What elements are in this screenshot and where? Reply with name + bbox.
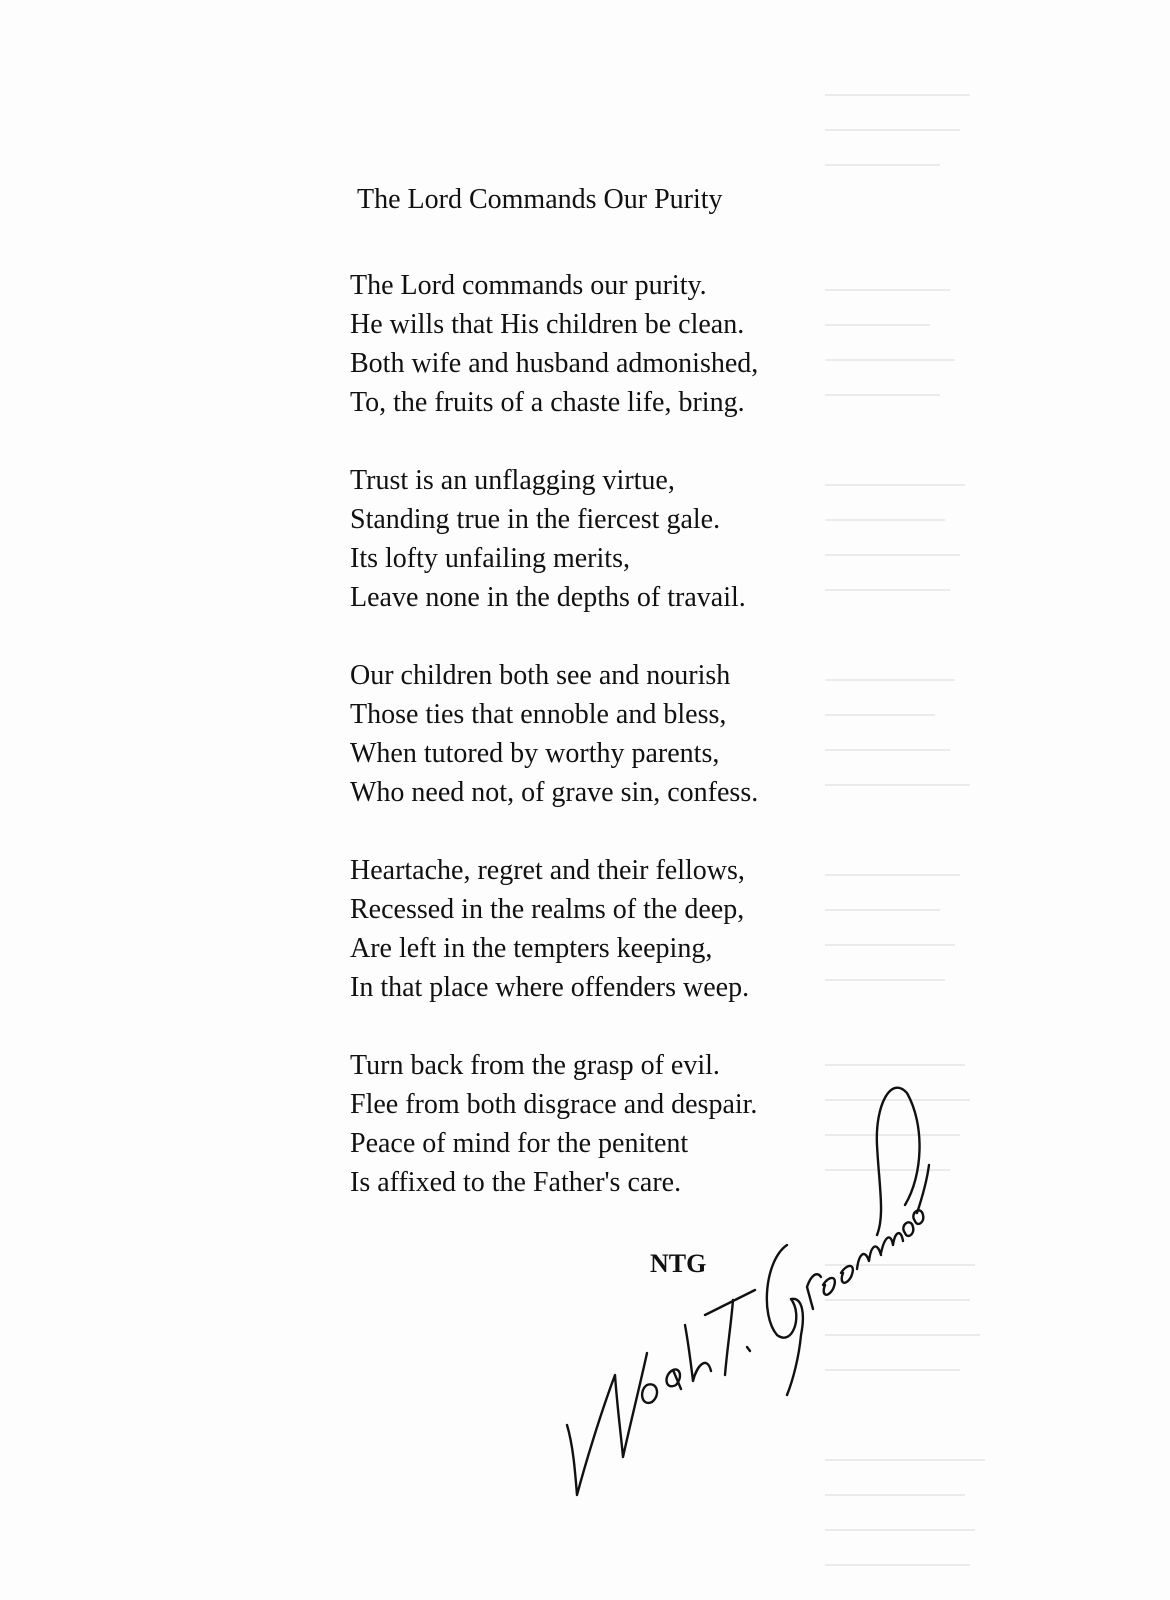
stanza [350, 266, 758, 422]
handwritten-signature [555, 1085, 935, 1515]
poem-line: Who need not, of grave sin, confess. [350, 777, 759, 808]
author-initials: NTG [650, 1249, 707, 1278]
poem-line: The Lord commands our purity. [350, 270, 707, 301]
poem-line: Both wife and husband admonished, [350, 348, 759, 379]
poem-line: Is affixed to the Father's care. [350, 1167, 682, 1198]
stanza [350, 851, 758, 1007]
poem-line: Turn back from the grasp of evil. [350, 1050, 720, 1081]
poem-line: Standing true in the fiercest gale. [350, 504, 721, 535]
poem-line: Trust is an unflagging virtue, [350, 465, 675, 496]
poem-line: He wills that His children be clean. [350, 309, 745, 340]
poem-title: The Lord Commands Our Purity [357, 184, 723, 215]
stanza [350, 656, 758, 812]
stanza [350, 461, 758, 617]
poem-line: Are left in the tempters keeping, [350, 933, 713, 964]
poem-line: Leave none in the depths of travail. [350, 582, 746, 613]
poem-line: In that place where offenders weep. [350, 972, 750, 1003]
poem-line: Our children both see and nourish [350, 660, 731, 691]
poem-line: Those ties that ennoble and bless, [350, 699, 727, 730]
poem-line: When tutored by worthy parents, [350, 738, 720, 769]
poem-line: To, the fruits of a chaste life, bring. [350, 387, 745, 418]
poem-line: Heartache, regret and their fellows, [350, 855, 745, 886]
poem-line: Flee from both disgrace and despair. [350, 1089, 758, 1120]
poem-line: Its lofty unfailing merits, [350, 543, 630, 574]
poem-line: Recessed in the realms of the deep, [350, 894, 745, 925]
poem-line: Peace of mind for the penitent [350, 1128, 689, 1159]
